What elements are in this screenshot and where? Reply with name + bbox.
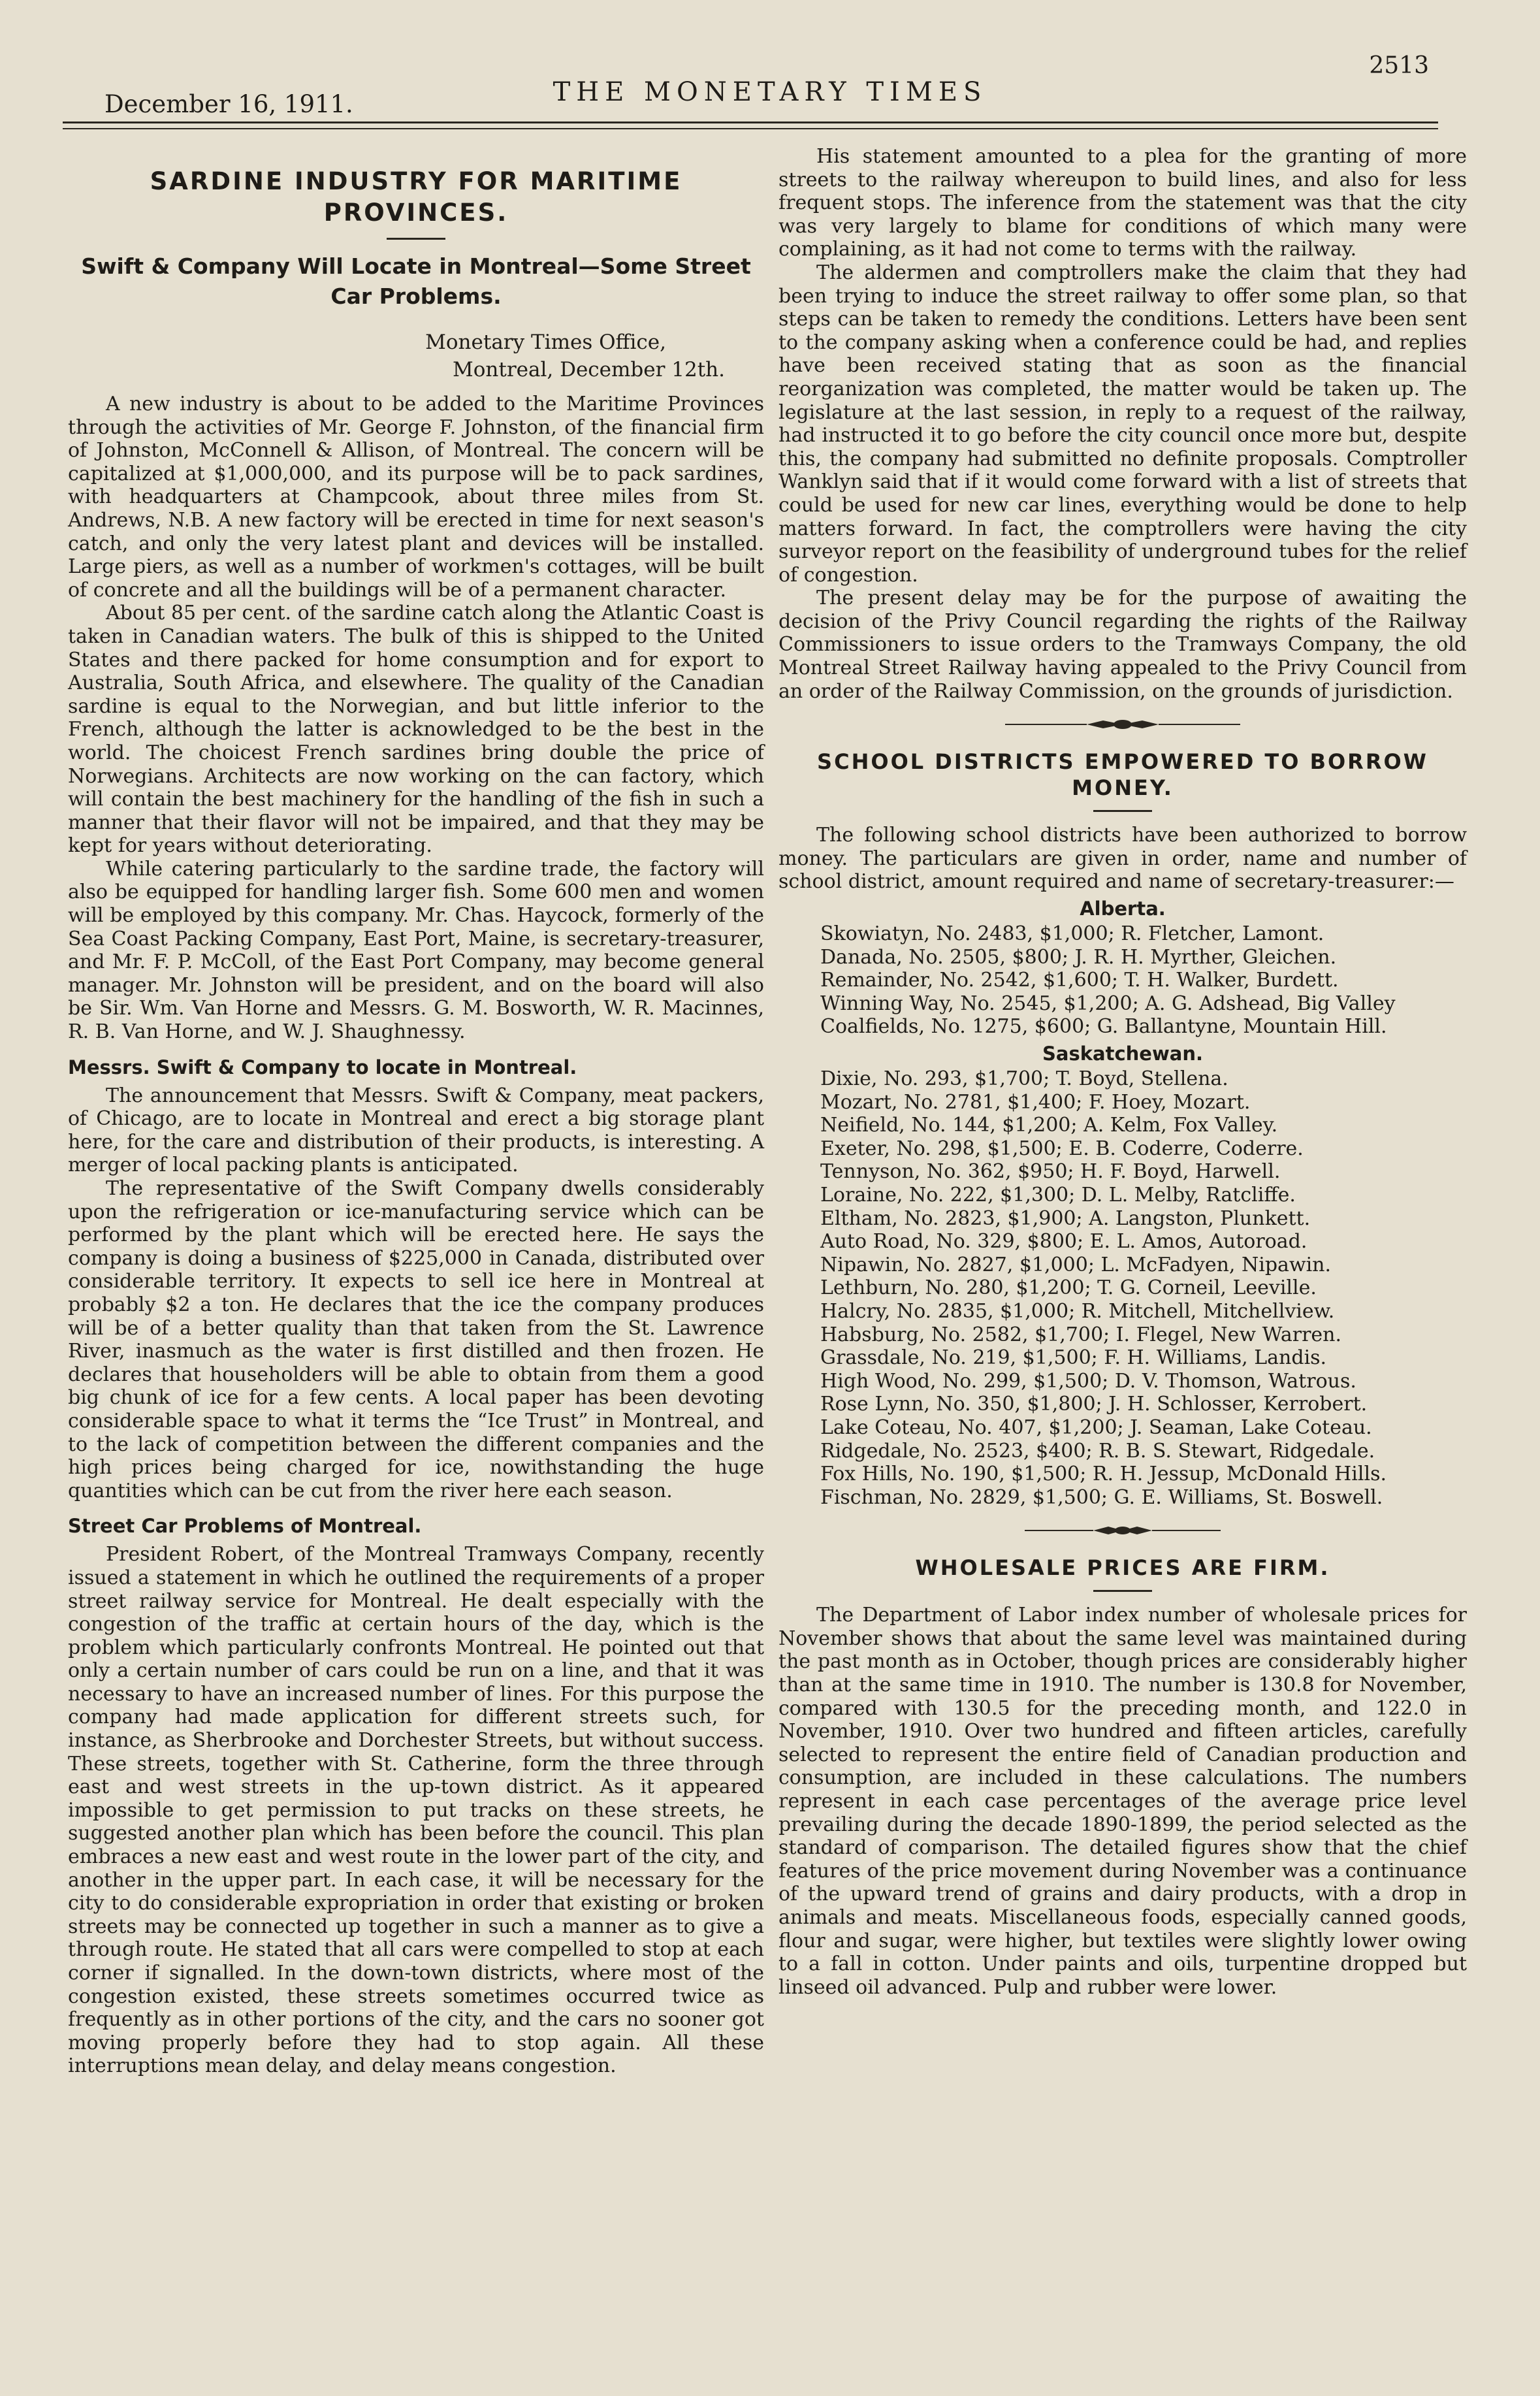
paragraph: While catering particularly to the sardine trade, the factory will also be equipped for handling larger fish. Some 600 men and women will be employed by this company. Mr. Chas. Haycock, formerly of the Sea Coast Packing Company, East Port, Maine, is secretary-treasurer, and Mr. F. P. McColl, of the East Port Company, may become general manager. Mr. Johnston will be president, and on the board will also be Sir. Wm. Van Horne and Messrs. G. M. Bosworth, W. R. Macinnes, R. B. Van Horne, and W. J. Shaughnessy. bbox=[68, 857, 764, 1044]
ornament-icon bbox=[1005, 719, 1240, 730]
sardine-article-subtitle: Swift & Company Will Locate in Montreal—Some Street Car Problems. bbox=[81, 253, 751, 309]
list-item: Dixie, No. 293, $1,700; T. Boyd, Stellena. bbox=[820, 1067, 1228, 1090]
list-item: Danada, No. 2505, $800; J. R. H. Myrther, Gleichen. bbox=[820, 945, 1337, 969]
province-heading-alberta: Alberta. bbox=[1080, 898, 1166, 920]
list-item: Rose Lynn, No. 350, $1,800; J. H. Schlosser, Kerrobert. bbox=[820, 1393, 1368, 1416]
paragraph: A new industry is about to be added to the Maritime Provinces through the activities of Mr. George F. Johnston, of the financial firm of Johnston, McConnell & Allison, of Montreal. The concern will be capitalized at $1,000,000, and its purpose will be to pack sardines, with headquarters at Champcook, about three miles from St. Andrews, N.B. A new factory will be erected in time for next season's catch, and only the very latest plant and devices will be installed. Large piers, as well as a number of workmen's cottages, will be built of concrete and all the buildings will be of a permanent character. bbox=[68, 393, 764, 602]
list-item: Skowiatyn, No. 2483, $1,000; R. Fletcher, Lamont. bbox=[820, 922, 1324, 946]
ornament-icon bbox=[1025, 1525, 1221, 1536]
list-item: Halcry, No. 2835, $1,000; R. Mitchell, Mitchellview. bbox=[820, 1299, 1335, 1323]
list-item: Lake Coteau, No. 407, $1,200; J. Seaman, Lake Coteau. bbox=[820, 1416, 1372, 1439]
title-divider bbox=[1093, 810, 1152, 812]
list-item: High Wood, No. 299, $1,500; D. V. Thomson, Watrous. bbox=[820, 1369, 1356, 1393]
masthead-title: THE MONETARY TIMES bbox=[553, 77, 987, 107]
list-item: Mozart, No. 2781, $1,400; F. Hoey, Mozart. bbox=[820, 1090, 1251, 1114]
list-item: Grassdale, No. 219, $1,500; F. H. Williams, Landis. bbox=[820, 1346, 1327, 1370]
paragraph: His statement amounted to a plea for the granting of more streets to the railway whereupon to build lines, and also for less frequent stops. The inference from the statement was that the city was very largely to blame for conditions of which many were complaining, as it had not come to terms with the railway. bbox=[778, 145, 1467, 261]
ornament-divider bbox=[778, 719, 1467, 730]
list-item: Lethburn, No. 280, $1,200; T. G. Corneil, Leeville. bbox=[820, 1276, 1317, 1300]
list-item: Fischman, No. 2829, $1,500; G. E. Williams, St. Boswell. bbox=[820, 1485, 1383, 1509]
dateline-date: Montreal, December 12th. bbox=[453, 358, 725, 381]
section-heading-street-car: Street Car Problems of Montreal. bbox=[68, 1515, 422, 1538]
list-item: Tennyson, No. 362, $950; H. F. Boyd, Harwell. bbox=[820, 1160, 1281, 1184]
list-item: Winning Way, No. 2545, $1,200; A. G. Adshead, Big Valley bbox=[820, 992, 1396, 1015]
list-item: Nipawin, No. 2827, $1,000; L. McFadyen, Nipawin. bbox=[820, 1253, 1332, 1276]
list-item: Coalfields, No. 1275, $600; G. Ballantyne, Mountain Hill. bbox=[820, 1015, 1387, 1039]
alberta-list bbox=[778, 922, 1467, 1039]
issue-date: December 16, 1911. bbox=[104, 90, 353, 118]
list-item: Fox Hills, No. 190, $1,500; R. H. Jessup, McDonald Hills. bbox=[820, 1463, 1387, 1486]
right-column bbox=[778, 145, 1467, 1999]
ornament-divider bbox=[778, 1525, 1467, 1536]
school-article-title: SCHOOL DISTRICTS EMPOWERED TO BORROW MONEY. bbox=[817, 749, 1428, 801]
list-item: Remainder, No. 2542, $1,600; T. H. Walker, Burdett. bbox=[820, 969, 1339, 992]
list-item: Habsburg, No. 2582, $1,700; I. Flegel, New Warren. bbox=[820, 1323, 1342, 1346]
wholesale-article-title: WHOLESALE PRICES ARE FIRM. bbox=[915, 1555, 1330, 1581]
section-heading-swift: Messrs. Swift & Company to locate in Montreal. bbox=[68, 1056, 577, 1078]
page-number: 2513 bbox=[1369, 52, 1429, 79]
list-item: Ridgedale, No. 2523, $400; R. B. S. Stewart, Ridgedale. bbox=[820, 1439, 1375, 1463]
paragraph: The representative of the Swift Company dwells considerably upon the refrigeration or ice-manufacturing service which can be performed by the plant which will be erected here. He says the company is doing a business of $225,000 in Canada, distributed over considerable territory. It expects to sell ice here in Montreal at probably $2 a ton. He declares that the ice the company produces will be of a better quality than that taken from the St. Lawrence River, inasmuch as the water is first distilled and then frozen. He declares that householders will be able to obtain from them a good big chunk of ice for a few cents. A local paper has been devoting considerable space to what it terms the “Ice Trust” in Montreal, and to the lack of competition between the different companies and the high prices being charged for ice, nowithstanding the huge quantities which can be cut from the river here each season. bbox=[68, 1177, 764, 1502]
province-heading-saskatchewan: Saskatchewan. bbox=[1042, 1043, 1203, 1065]
paragraph: About 85 per cent. of the sardine catch along the Atlantic Coast is taken in Canadian waters. The bulk of this is shipped to the United States and there packed for home consumption and for export to Australia, South Africa, and elsewhere. The quality of the Canadian sardine is equal to the Norwegian, and but little inferior to the French, although the latter is acknowledged to be the best in the world. The choicest French sardines bring double the price of Norwegians. Architects are now working on the can factory, which will contain the best machinery for the handling of the fish in such a manner that their flavor will not be impaired, and that they may be kept for years without deteriorating. bbox=[68, 602, 764, 858]
paragraph: President Robert, of the Montreal Tramways Company, recently issued a statement in which he outlined the requirements of a proper street railway service for Montreal. He dealt especially with the congestion of the traffic at certain hours of the day, which is the problem which particularly confronts Montreal. He pointed out that only a certain number of cars could be run on a line, and that it was necessary to have an increased number of lines. For this purpose the company had made application for different streets such, for instance, as Sherbrooke and Dorchester Streets, but without success. These streets, together with St. Catherine, form the three through east and west streets in the up-town district. As it appeared impossible to get permission to put tracks on these streets, he suggested another plan which has been before the council. This plan embraces a new east and west route in the lower part of the city, and another in the upper part. In each case, it will be necessary for the city to do considerable expropriation in order that existing or broken streets may be connected up together in such a manner as to give a through route. He stated that all cars were compelled to stop at each corner if signalled. In the down-town districts, where most of the congestion existed, these streets sometimes occurred twice as frequently as in other portions of the city, and the cars no sooner got moving properly before they had to stop again. All these interruptions mean delay, and delay means congestion. bbox=[68, 1543, 764, 2078]
title-divider bbox=[387, 238, 445, 240]
header-rule bbox=[63, 121, 1438, 123]
dateline-office: Monetary Times Office, bbox=[425, 331, 666, 354]
list-item: Neifield, No. 144, $1,200; A. Kelm, Fox Valley. bbox=[820, 1114, 1278, 1137]
paragraph: The aldermen and comptrollers make the claim that they had been trying to induce the street railway to offer some plan, so that steps can be taken to remedy the conditions. Letters have been sent to the company asking when a conference could be had, and replies have been received stating that as soon as the financial reorganization was completed, the matter would be taken up. The legislature at the last session, in reply to a request of the railway, had instructed it to go before the city council once more but, despite this, the company had submitted no definite proposals. Comptroller Wanklyn said that if it would come forward with a list of streets that could be used for new car lines, everything would be done to help matters forward. In fact, the comptrollers were having the city surveyor report on the feasibility of underground tubes for the relief of congestion. bbox=[778, 261, 1467, 587]
header-rule-thin bbox=[63, 128, 1438, 129]
saskatchewan-list bbox=[778, 1067, 1467, 1509]
list-item: Eltham, No. 2823, $1,900; A. Langston, Plunkett. bbox=[820, 1206, 1311, 1230]
paragraph: The announcement that Messrs. Swift & Company, meat packers, of Chicago, are to locate in Montreal and erect a big storage plant here, for the care and distribution of their products, is interesting. A merger of local packing plants is anticipated. bbox=[68, 1084, 764, 1177]
paragraph: The Department of Labor index number of wholesale prices for November shows that about the same level was maintained during the past month as in October, though prices are considerably higher than at the same time in 1910. The number is 130.8 for November, compared with 130.5 for the preceding month, and 122.0 in November, 1910. Over two hundred and fifteen articles, carefully selected to represent the entire field of Canadian production and consumption, are included in these calculations. The numbers represent in each case percentages of the average price level prevailing during the decade 1890-1899, the period selected as the standard of comparison. The detailed figures show that the chief features of the price movement during November was a continuance of the upward trend of grains and dairy products, with a drop in animals and meats. Miscellaneous foods, especially canned goods, flour and sugar, were higher, but textiles were slightly lower owing to a fall in cotton. Under paints and oils, turpentine dropped but linseed oil advanced. Pulp and rubber were lower. bbox=[778, 1604, 1467, 1999]
list-item: Auto Road, No. 329, $800; E. L. Amos, Autoroad. bbox=[820, 1230, 1307, 1254]
title-divider bbox=[1093, 1590, 1152, 1592]
list-item: Exeter, No. 298, $1,500; E. B. Coderre, Coderre. bbox=[820, 1137, 1304, 1160]
paragraph: The following school districts have been authorized to borrow money. The particulars are given in order, name and number of school district, amount required and name of secretary-treasurer:— bbox=[778, 824, 1467, 894]
list-item: Loraine, No. 222, $1,300; D. L. Melby, Ratcliffe. bbox=[820, 1183, 1296, 1206]
left-column bbox=[68, 145, 764, 2078]
paragraph: The present delay may be for the purpose of awaiting the decision of the Privy Council regarding the rights of the Railway Commissioners to issue orders to the Tramways Company, the old Montreal Street Railway having appealed to the Privy Council from an order of the Railway Commission, on the grounds of jurisdiction. bbox=[778, 587, 1467, 703]
sardine-article-title: SARDINE INDUSTRY FOR MARITIME PROVINCES. bbox=[150, 167, 682, 227]
